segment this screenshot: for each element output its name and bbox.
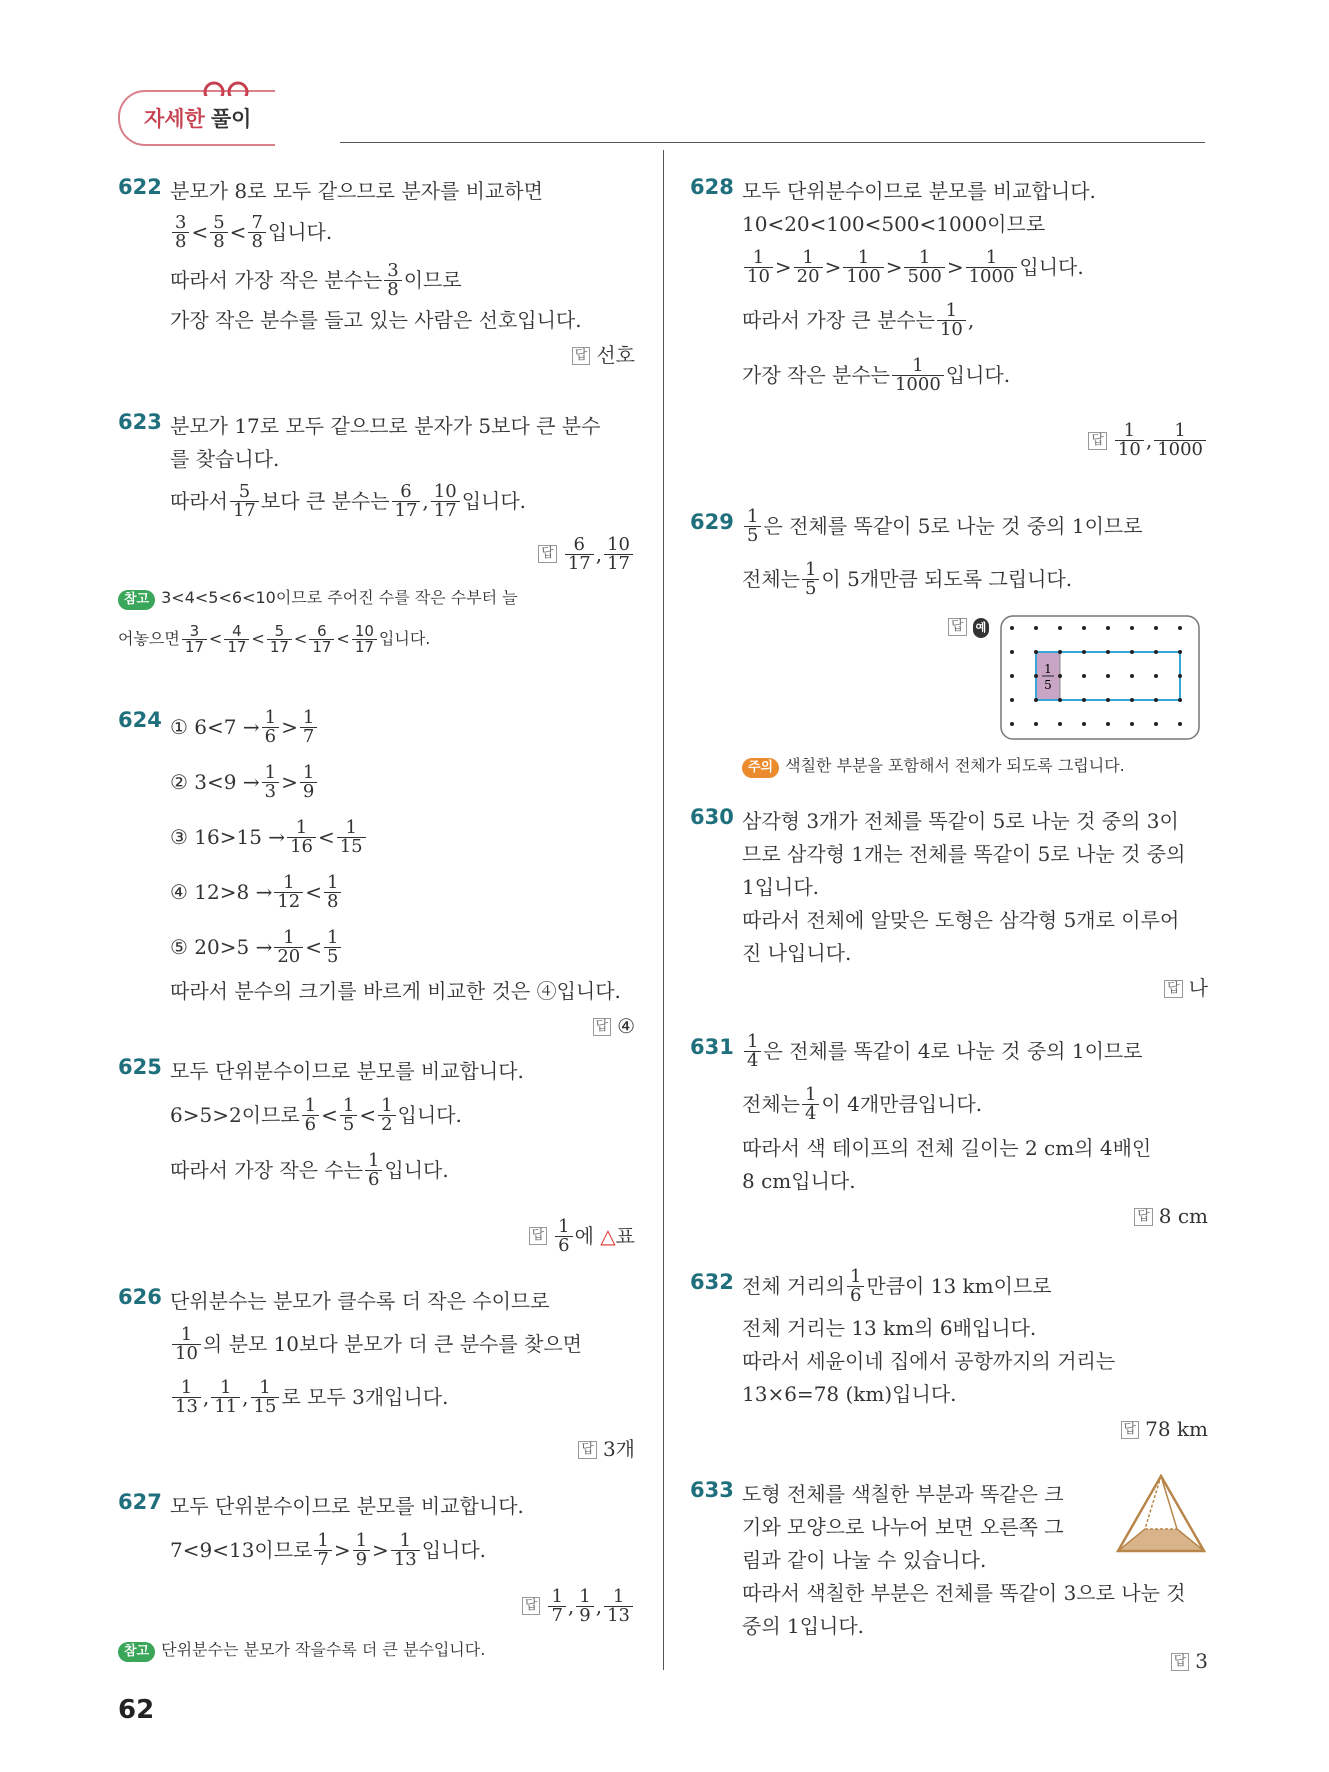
text-line: 림과 같이 나눌 수 있습니다. [742, 1548, 987, 1572]
reference-note-line2: 어놓으면 $\frac{3}{17}$ < $\frac{4}{17}$ < $\frac{5}{17}$ < $\frac{6}{17}$ < $\frac{10}{17}$ 입니다. [118, 621, 431, 656]
problem-number: 632 [690, 1270, 734, 1294]
problem-number: 631 [690, 1035, 734, 1059]
answer: 답 나 [742, 972, 1208, 1005]
text-line: 모두 단위분수이므로 분모를 비교합니다. [170, 1059, 524, 1083]
item-1: ① 6<7 → $\frac{1}{6}$ > $\frac{1}{7}$ [170, 700, 635, 755]
triangle-figure [1115, 1473, 1207, 1555]
answer: 답 $\frac{6}{17}$ , $\frac{10}{17}$ [170, 528, 635, 580]
problem-623 [118, 410, 635, 662]
item-3: ③ 16>15 → $\frac{1}{16}$ < $\frac{1}{15}$ [170, 810, 635, 865]
text-line: 따라서 분수의 크기를 바르게 비교한 것은 ④입니다. [170, 979, 621, 1003]
problem-number: 629 [690, 510, 734, 534]
problem-625 [118, 1055, 635, 1266]
text-line: 10<20<100<500<1000이므로 [742, 212, 1046, 236]
problem-630 [690, 805, 1208, 1005]
item-5: ⑤ 20>5 → $\frac{1}{20}$ < $\frac{1}{5}$ [170, 920, 635, 975]
text-line: 따라서 가장 작은 수는 $\frac{1}{6}$ 입니다. [170, 1150, 449, 1190]
column-divider [663, 150, 664, 1670]
text-line: 따라서 색칠한 부분은 전체를 똑같이 3으로 나눈 것 [742, 1581, 1186, 1605]
text-line: 1입니다. [742, 875, 820, 899]
problem-631 [690, 1025, 1208, 1233]
text-line: 따라서 $\frac{5}{17}$ 보다 큰 분수는 $\frac{6}{17}$ , $\frac{10}{17}$ 입니다. [170, 480, 527, 521]
item-4: ④ 12>8 → $\frac{1}{12}$ < $\frac{1}{8}$ [170, 865, 635, 920]
problem-number: 626 [118, 1285, 162, 1309]
answer: 답 3 [742, 1645, 1208, 1678]
text-line: 전체 거리의 $\frac{1}{6}$ 만큼이 13 km이므로 [742, 1265, 1052, 1306]
page-number: 62 [118, 1695, 155, 1725]
text-line: 중의 1입니다. [742, 1614, 865, 1638]
text-line: $\frac{1}{5}$ 은 전체를 똑같이 5로 나눈 것 중의 1이므로 [742, 500, 1208, 552]
text-line: 8 cm입니다. [742, 1169, 856, 1193]
text-line: 를 찾습니다. [170, 447, 280, 471]
text-line: 분모가 8로 모두 같으므로 분자를 비교하면 [170, 179, 543, 203]
text-line: 진 나입니다. [742, 941, 852, 965]
text-line: 삼각형 3개가 전체를 똑같이 5로 나눈 것 중의 3이 [742, 809, 1179, 833]
problem-number: 627 [118, 1490, 162, 1514]
triangle-icon: △ [600, 1223, 616, 1248]
text-line: 전체는 $\frac{1}{5}$ 이 5개만큼 되도록 그립니다. [742, 559, 1073, 599]
text-line: 7<9<13이므로 $\frac{1}{7}$ > $\frac{1}{9}$ > $\frac{1}{13}$ 입니다. [170, 1530, 487, 1570]
answer: 답 예 [948, 618, 995, 638]
answer: 답 3개 [170, 1433, 635, 1466]
problem-632 [690, 1260, 1208, 1446]
problem-629 [690, 500, 1208, 775]
answer: 답 78 km [742, 1413, 1208, 1446]
problem-number: 625 [118, 1055, 162, 1079]
problem-626 [118, 1285, 635, 1466]
answer: 답 ④ [170, 1010, 635, 1043]
problem-628 [690, 175, 1208, 468]
text-line: 므로 삼각형 1개는 전체를 똑같이 5로 나눈 것 중의 [742, 842, 1186, 866]
text-line: 전체는 $\frac{1}{4}$ 이 4개만큼입니다. [742, 1084, 983, 1124]
text-line: 가장 작은 분수를 들고 있는 사람은 선호입니다. [170, 308, 582, 332]
problem-633 [690, 1478, 1208, 1678]
item-2: ② 3<9 → $\frac{1}{3}$ > $\frac{1}{9}$ [170, 755, 635, 810]
svg-text:5: 5 [1044, 678, 1052, 692]
text-line: 따라서 가장 작은 분수는 $\frac{3}{8}$ 이므로 [170, 259, 462, 300]
problem-624 [118, 700, 635, 1043]
text-line: 따라서 색 테이프의 전체 길이는 2 cm의 4배인 [742, 1136, 1152, 1160]
problem-622 [118, 175, 635, 372]
text-line: $\frac{1}{10}$ 의 분모 10보다 분모가 더 큰 분수를 찾으면 [170, 1318, 635, 1370]
text-line: $\frac{1}{13}$ , $\frac{1}{11}$ , $\frac{1}{15}$ 로 모두 3개입니다. [170, 1370, 635, 1425]
header-label-b: 풀이 [210, 107, 252, 131]
text-line: 분모가 17로 모두 같으므로 분자가 5보다 큰 분수 [170, 414, 601, 438]
text-line: $\frac{1}{4}$ 은 전체를 똑같이 4로 나눈 것 중의 1이므로 [742, 1025, 1208, 1077]
reference-note: 참고 3<4<5<6<10이므로 주어진 수를 작은 수부터 늘 [118, 582, 635, 614]
svg-text:1: 1 [1044, 662, 1052, 676]
answer: 답 $\frac{1}{7}$ , $\frac{1}{9}$ , $\frac{1}{13}$ [170, 1580, 635, 1632]
problem-number: 630 [690, 805, 734, 829]
grid-dots [1010, 626, 1182, 726]
text-line: 따라서 가장 큰 분수는 $\frac{1}{10}$ , [742, 300, 975, 340]
problem-number: 624 [118, 708, 162, 732]
answer: 답 선호 [170, 339, 635, 372]
section-header [118, 90, 275, 146]
problem-627 [118, 1490, 635, 1666]
answer: 답 $\frac{1}{6}$ 에 △ 표 [170, 1206, 635, 1266]
text-line: 전체 거리는 13 km의 6배입니다. [742, 1316, 1037, 1340]
problem-number: 633 [690, 1478, 734, 1502]
text-line: 6>5>2이므로 $\frac{1}{6}$ < $\frac{1}{5}$ < $\frac{1}{2}$ 입니다. [170, 1095, 462, 1135]
text-line: 기와 모양으로 나누어 보면 오른쪽 그 [742, 1515, 1064, 1539]
top-rule [340, 142, 1205, 143]
answer: 답 8 cm [742, 1200, 1208, 1233]
text-line: 도형 전체를 색칠한 부분과 똑같은 크 [742, 1482, 1064, 1506]
dot-grid-figure [1000, 615, 1200, 740]
header-label-a: 자세한 [144, 107, 205, 131]
text-line: 가장 작은 분수는 $\frac{1}{1000}$ 입니다. [742, 355, 1011, 395]
text-line: 모두 단위분수이므로 분모를 비교합니다. [170, 1494, 524, 1518]
problem-number: 622 [118, 175, 162, 199]
eyes-icon [200, 80, 260, 96]
text-line: 13×6=78 (km)입니다. [742, 1382, 957, 1406]
text-line: 따라서 전체에 알맞은 도형은 삼각형 5개로 이루어 [742, 908, 1180, 932]
reference-note: 참고 단위분수는 분모가 작을수록 더 큰 분수입니다. [118, 1634, 635, 1666]
problem-number: 628 [690, 175, 734, 199]
problem-number: 623 [118, 410, 162, 434]
text-line: 단위분수는 분모가 클수록 더 작은 수이므로 [170, 1289, 550, 1313]
text-line: 따라서 세윤이네 집에서 공항까지의 거리는 [742, 1349, 1116, 1373]
fraction-line: $\frac{3}{8}$ < $\frac{5}{8}$ < $\frac{7}{8}$ 입니다. [170, 208, 635, 256]
answer: 답 $\frac{1}{10}$ , $\frac{1}{1000}$ [742, 413, 1208, 468]
caution-note: 주의 색칠한 부분을 포함해서 전체가 되도록 그립니다. [742, 750, 1222, 782]
fraction-line: $\frac{1}{10}$ > $\frac{1}{20}$ > $\frac{1}{100}$ > $\frac{1}{500}$ > $\frac{1}{1000}$ 입니다. [742, 241, 1208, 293]
text-line: 모두 단위분수이므로 분모를 비교합니다. [742, 179, 1096, 203]
